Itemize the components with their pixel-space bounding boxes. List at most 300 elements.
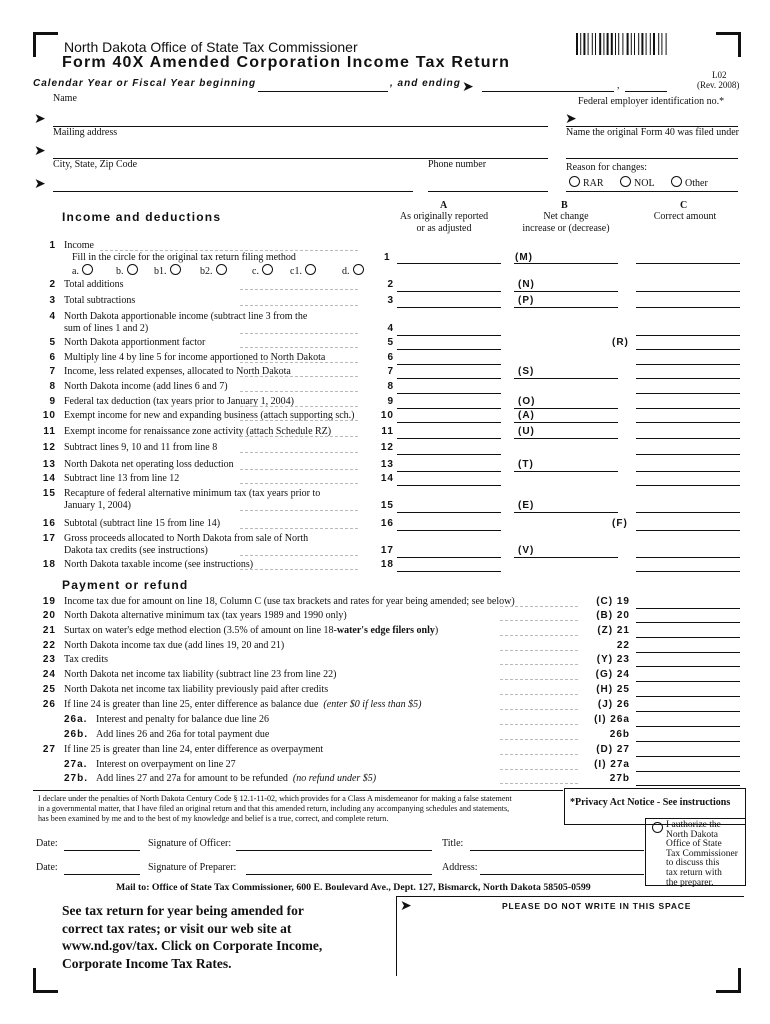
mailing-address-label: Mailing address	[53, 127, 118, 138]
col-a-field[interactable]	[397, 408, 501, 409]
line-number: 18	[42, 559, 56, 570]
line-number: 22	[42, 640, 56, 651]
barcode-bar	[615, 33, 616, 55]
col-b-field[interactable]	[514, 378, 618, 379]
barcode-bar	[634, 33, 635, 55]
leader-dots	[240, 469, 358, 470]
declaration-line: I declare under the penalties of North Dakota Century Code § 12.1-11-02, which provides for a Class A misdemeanor for making a false statement	[38, 794, 512, 803]
leader-dots	[240, 510, 358, 511]
agency-name: North Dakota Office of State Tax Commissioner	[64, 39, 358, 55]
line-label	[64, 684, 328, 695]
col-a-field[interactable]	[397, 530, 501, 531]
line-label	[64, 610, 347, 621]
address-label: Address:	[442, 862, 478, 873]
column-a-line-number: 16	[380, 518, 394, 529]
line1-col-a-field[interactable]	[397, 263, 501, 264]
line-number: 19	[42, 596, 56, 607]
col-c-field[interactable]	[636, 771, 740, 772]
line-number: 10	[42, 410, 56, 421]
radio-circle-icon[interactable]	[82, 264, 93, 275]
phone-label: Phone number	[428, 159, 487, 170]
authorize-line: to discuss this	[666, 858, 720, 869]
col-a-field[interactable]	[397, 571, 501, 572]
column-code: (A)	[518, 410, 535, 421]
radio-circle-icon[interactable]	[170, 264, 181, 275]
line-label-text: Interest and penalty for balance due line 26	[96, 714, 269, 725]
column-a-line-number: 10	[380, 410, 394, 421]
sub-line-number: 26a.	[64, 714, 88, 725]
corner-mark-bottom-left	[33, 968, 58, 993]
reason-option-other[interactable]	[668, 176, 708, 189]
col-c-field[interactable]	[636, 378, 740, 379]
authorize-line: tax return with	[666, 867, 722, 878]
leader-dots	[240, 391, 358, 392]
option-a[interactable]	[72, 264, 93, 277]
col-c-field[interactable]	[636, 557, 740, 558]
line-number: 14	[42, 473, 56, 484]
section-payment-title: Payment or refund	[62, 578, 189, 592]
preparer-signature-field[interactable]	[246, 874, 432, 875]
line-label-italic: (enter $0 if less than $5)	[323, 699, 422, 710]
mail-to: Mail to: Office of State Tax Commissioner, 600 E. Boulevard Ave., Dept. 127, Bismarck, North Dakota 58505-0599	[116, 882, 591, 893]
reason-nol-label: NOL	[634, 178, 655, 189]
original-name-field[interactable]	[566, 158, 738, 159]
privacy-notice: *Privacy Act Notice - See instructions	[570, 797, 731, 808]
filing-method-options	[72, 264, 372, 278]
column-code: (U)	[518, 426, 535, 437]
line-label-text: Surtax on water's edge method election (3.5% of amount on line 18-	[64, 625, 337, 636]
col-a-field[interactable]	[397, 291, 501, 292]
column-a-line-number: 1	[384, 252, 391, 263]
barcode-bar	[653, 33, 655, 55]
leader-dots	[240, 347, 358, 348]
line1-col-c-field[interactable]	[636, 263, 740, 264]
col-c-field[interactable]	[636, 696, 740, 697]
line-number: 11	[43, 426, 56, 437]
col-a-field[interactable]	[397, 364, 501, 365]
line-number: 9	[49, 396, 56, 407]
office-use-box-left	[396, 896, 397, 976]
line-label: Total additions	[64, 279, 124, 290]
leader-dots	[100, 250, 358, 251]
tax-rate-line: See tax return for year being amended for	[62, 903, 304, 918]
option-c[interactable]	[252, 264, 273, 277]
line-label: Subtract lines 9, 10 and 11 from line 8	[64, 442, 218, 453]
line-number: 20	[42, 610, 56, 621]
column-a-line-number: 8	[387, 381, 394, 392]
corner-mark-top-left	[33, 32, 58, 57]
option-b[interactable]	[116, 264, 138, 277]
col-c-field[interactable]	[636, 349, 740, 350]
payment-code: (Z) 21	[597, 625, 630, 636]
column-a-line-number: 17	[380, 545, 394, 556]
barcode-bar	[631, 33, 632, 55]
line-label-italic: (no refund under $5)	[292, 773, 377, 784]
column-code: (P)	[518, 295, 535, 306]
column-code: (E)	[518, 500, 535, 511]
col-c-field[interactable]	[636, 485, 740, 486]
col-a-field[interactable]	[397, 422, 501, 423]
col-a-field[interactable]	[397, 557, 501, 558]
column-a-line-number: 18	[380, 559, 394, 570]
column-b-desc	[502, 211, 630, 235]
col-c-field[interactable]	[636, 408, 740, 409]
option-d[interactable]	[342, 264, 364, 277]
col-b-field[interactable]	[514, 512, 618, 513]
reason-underline	[566, 191, 738, 192]
option-c1[interactable]	[290, 264, 316, 277]
col-c-field[interactable]	[636, 571, 740, 572]
leader-dots	[240, 362, 358, 363]
barcode-bar	[592, 33, 593, 55]
col-c-field[interactable]	[636, 454, 740, 455]
col-c-field[interactable]	[636, 335, 740, 336]
line-number: 7	[49, 366, 56, 377]
reason-option-rar[interactable]	[566, 176, 604, 189]
line-number: 24	[42, 669, 56, 680]
col-c-field[interactable]	[636, 681, 740, 682]
col-b-field[interactable]	[514, 307, 618, 308]
fein-label: Federal employer identification no.*	[578, 96, 725, 107]
col-c-field[interactable]	[636, 364, 740, 365]
column-b-line1: Net change	[543, 211, 589, 222]
column-a-letter: A	[440, 200, 448, 211]
leader-dots	[240, 555, 358, 556]
radio-circle-icon[interactable]	[353, 264, 364, 275]
col-c-field[interactable]	[636, 307, 740, 308]
radio-circle-icon[interactable]	[127, 264, 138, 275]
barcode-bar	[666, 33, 667, 55]
line-number: 12	[42, 442, 56, 453]
authorize-line: I authorize the	[666, 820, 721, 830]
line-number: 15	[42, 488, 56, 499]
sub-line-number: 26b.	[64, 729, 89, 740]
col-a-field[interactable]	[397, 335, 501, 336]
col-c-field[interactable]	[636, 741, 740, 742]
tax-rate-line: correct tax rates; or visit our web site at	[62, 920, 292, 936]
line1-sub-label: Fill in the circle for the original tax return filing method	[72, 252, 296, 263]
line-label: Recapture of federal alternative minimum tax (tax years prior to	[64, 488, 321, 499]
radio-circle-icon[interactable]	[216, 264, 227, 275]
col-c-field[interactable]	[636, 393, 740, 394]
col-b-field[interactable]	[514, 291, 618, 292]
line-label: North Dakota net operating loss deduction	[64, 459, 234, 470]
col-c-field[interactable]	[636, 422, 740, 423]
col-c-field[interactable]	[636, 608, 740, 609]
reason-option-nol[interactable]	[617, 176, 655, 189]
column-b-letter: B	[561, 200, 568, 211]
payment-code: (Y) 23	[596, 654, 630, 665]
reason-label: Reason for changes:	[566, 162, 648, 173]
col-a-field[interactable]	[397, 378, 501, 379]
line1-col-b-field[interactable]	[514, 263, 618, 264]
payment-code: (G) 24	[595, 669, 630, 680]
column-b-line2: increase or (decrease)	[522, 223, 610, 234]
name-field[interactable]	[53, 126, 548, 127]
officer-date-field[interactable]	[64, 850, 140, 851]
tax-rate-note	[62, 902, 322, 972]
column-code: (R)	[612, 337, 629, 348]
corner-mark-top-right	[716, 32, 741, 57]
column-a-line-number: 7	[387, 366, 394, 377]
radio-circle-icon[interactable]	[262, 264, 273, 275]
col-c-field[interactable]	[636, 637, 740, 638]
line-label-text: If line 24 is greater than line 25, enter difference as balance due	[64, 699, 319, 710]
col-a-field[interactable]	[397, 438, 501, 439]
barcode-bar	[599, 33, 601, 55]
col-b-field[interactable]	[514, 438, 618, 439]
barcode-bar	[622, 33, 623, 55]
authorize-text	[666, 821, 738, 888]
col-c-field[interactable]	[636, 530, 740, 531]
line-number: 8	[49, 381, 56, 392]
line-label	[64, 596, 515, 607]
arrow-icon: ➤	[34, 111, 46, 127]
col-b-field[interactable]	[514, 471, 618, 472]
calendar-year-label: Calendar Year or Fiscal Year beginning	[33, 78, 257, 89]
option-label: b.	[116, 266, 124, 277]
radio-circle-icon[interactable]	[305, 264, 316, 275]
col-c-field[interactable]	[636, 785, 740, 786]
column-a-line-number: 6	[387, 352, 394, 363]
authorize-line: Tax Commissioner	[666, 848, 738, 859]
leader-dots	[240, 452, 358, 453]
col-c-field[interactable]	[636, 756, 740, 757]
barcode-bar	[658, 33, 659, 55]
barcode-bar	[638, 33, 639, 55]
preparer-date-label: Date:	[36, 862, 58, 873]
phone-field[interactable]	[428, 191, 548, 192]
radio-circle-icon[interactable]	[671, 176, 682, 187]
option-label: c1.	[290, 266, 302, 277]
barcode-bar	[627, 33, 629, 55]
column-code: (O)	[518, 396, 536, 407]
form-code: L02	[712, 70, 727, 80]
leader-dots	[240, 305, 358, 306]
leader-dots	[240, 528, 358, 529]
city-state-zip-label: City, State, Zip Code	[53, 159, 138, 170]
line-number: 27	[42, 744, 56, 755]
line-number: 5	[49, 337, 56, 348]
column-a-desc	[382, 211, 506, 235]
authorize-line: the preparer.	[666, 877, 714, 888]
col-c-field[interactable]	[636, 512, 740, 513]
line-number: 6	[49, 352, 56, 363]
line-label-text: Income tax due for amount on line 18, Column C (use tax brackets and rates for year being amended; see below)	[64, 596, 515, 607]
option-label: b2.	[200, 266, 213, 277]
col-a-field[interactable]	[397, 307, 501, 308]
line-label	[96, 759, 236, 770]
arrow-icon: ➤	[565, 111, 577, 127]
barcode-bar	[607, 33, 609, 55]
form-revision: (Rev. 2008)	[697, 80, 740, 90]
line-label: Multiply line 4 by line 5 for income apportioned to North Dakota	[64, 352, 326, 363]
column-a-line-number: 4	[387, 323, 394, 334]
fiscal-begin-field[interactable]	[258, 91, 388, 92]
option-label: a.	[72, 266, 79, 277]
col-b-field[interactable]	[514, 408, 618, 409]
line-number: 2	[49, 279, 56, 290]
column-b-code: (M)	[515, 252, 533, 263]
line-number: 23	[42, 654, 56, 665]
leader-dots	[240, 333, 358, 334]
arrow-icon: ➤	[34, 143, 46, 159]
line-number: 4	[49, 311, 56, 322]
line-label-text: North Dakota net income tax liability previously paid after credits	[64, 684, 329, 695]
barcode-bar	[595, 33, 596, 55]
declaration-text	[38, 794, 562, 824]
radio-circle-icon[interactable]	[569, 176, 580, 187]
payment-code: (I) 26a	[594, 714, 630, 725]
barcode-bar	[641, 33, 643, 55]
line-label-cont: January 1, 2004)	[64, 500, 131, 511]
col-a-field[interactable]	[397, 471, 501, 472]
comma: ,	[617, 80, 620, 91]
line-label: Gross proceeds allocated to North Dakota from sale of North	[64, 533, 309, 544]
line-label: North Dakota income (add lines 6 and 7)	[64, 381, 228, 392]
reason-other-label: Other	[685, 178, 708, 189]
line-label-bold: water's edge filers only	[336, 625, 435, 636]
barcode-bar	[646, 33, 647, 55]
line-label	[96, 773, 376, 784]
line-label	[64, 744, 323, 755]
col-c-field[interactable]	[636, 652, 740, 653]
column-code: (N)	[518, 279, 535, 290]
barcode-bar	[576, 33, 578, 55]
barcode-bar	[603, 33, 604, 55]
arrow-icon: ➤	[400, 898, 412, 914]
line-number: 13	[42, 459, 56, 470]
barcode	[576, 33, 694, 55]
barcode-bar	[661, 33, 662, 55]
sub-line-number: 27b.	[64, 773, 89, 784]
line-label: North Dakota apportionable income (subtract line 3 from the	[64, 311, 308, 322]
col-c-field[interactable]	[636, 666, 740, 667]
line-number: 16	[42, 518, 56, 529]
preparer-address-field[interactable]	[480, 874, 644, 875]
title-field[interactable]	[470, 850, 644, 851]
payment-code: (I) 27a	[594, 759, 630, 770]
line-label-end: )	[434, 625, 439, 636]
payment-code: 26b	[609, 729, 630, 740]
col-b-field[interactable]	[514, 422, 618, 423]
payment-code: (B) 20	[596, 610, 630, 621]
option-b1[interactable]	[154, 264, 181, 277]
leader-dots	[240, 483, 358, 484]
col-a-field[interactable]	[397, 349, 501, 350]
col-c-field[interactable]	[636, 438, 740, 439]
line-label	[96, 729, 269, 740]
authorize-line: North Dakota	[666, 829, 718, 840]
column-code: (T)	[518, 459, 534, 470]
barcode-bar	[618, 33, 619, 55]
authorize-checkbox[interactable]	[652, 822, 663, 833]
line-number: 21	[42, 625, 56, 636]
reason-rar-label: RAR	[583, 178, 604, 189]
city-state-zip-field[interactable]	[53, 191, 413, 192]
line-label: Total subtractions	[64, 295, 136, 306]
tax-rate-line: www.nd.gov/tax. Click on Corporate Income,	[62, 938, 323, 953]
col-b-field[interactable]	[514, 557, 618, 558]
column-code: (V)	[518, 545, 535, 556]
office-use-box-top	[396, 896, 744, 897]
col-c-field[interactable]	[636, 471, 740, 472]
declaration-line: in a governmental matter, that I have filed an original return and that this amended return, including any accompanying schedules and statements,	[38, 804, 510, 813]
leader-dots	[240, 569, 358, 570]
title-label: Title:	[442, 838, 464, 849]
divider	[33, 790, 563, 791]
line-label-text: Tax credits	[64, 654, 109, 665]
line-label: Exempt income for renaissance zone activity (attach Schedule RZ)	[64, 426, 332, 437]
do-not-write-label: PLEASE DO NOT WRITE IN THIS SPACE	[502, 901, 692, 911]
col-a-field[interactable]	[397, 393, 501, 394]
leader-dots	[240, 376, 358, 377]
leader-dots	[240, 406, 358, 407]
barcode-bar	[588, 33, 589, 55]
line-number: 26	[42, 699, 56, 710]
corner-mark-bottom-right	[716, 968, 741, 993]
payment-code: (H) 25	[596, 684, 630, 695]
line-number: 25	[42, 684, 56, 695]
arrow-icon: ➤	[34, 176, 46, 192]
fiscal-end-year-field[interactable]	[625, 91, 667, 92]
option-b2[interactable]	[200, 264, 227, 277]
fiscal-end-field[interactable]	[482, 91, 614, 92]
payment-code: 27b	[609, 773, 630, 784]
column-a-line-number: 2	[387, 279, 394, 290]
radio-circle-icon[interactable]	[620, 176, 631, 187]
tax-rate-line: Corporate Income Tax Rates.	[62, 955, 232, 971]
col-a-field[interactable]	[397, 454, 501, 455]
line-label-text: Interest on overpayment on line 27	[96, 759, 236, 770]
line-label	[64, 654, 108, 665]
line-label: North Dakota taxable income (see instructions)	[64, 559, 254, 570]
line-label	[64, 699, 421, 710]
line-label: Income, less related expenses, allocated to North Dakota	[64, 366, 291, 377]
preparer-date-field[interactable]	[64, 874, 140, 875]
name-label: Name	[53, 93, 77, 104]
line-label: North Dakota apportionment factor	[64, 337, 206, 348]
column-a-line1: As originally reported	[399, 211, 489, 222]
preparer-signature-label: Signature of Preparer:	[148, 862, 237, 873]
line-label: Exempt income for new and expanding business (attach supporting sch.)	[64, 410, 355, 421]
sub-line-number: 27a.	[64, 759, 88, 770]
column-a-line-number: 14	[380, 473, 394, 484]
col-c-field[interactable]	[636, 291, 740, 292]
officer-signature-field[interactable]	[236, 850, 432, 851]
payment-code: (J) 26	[597, 699, 630, 710]
line-label-text: North Dakota income tax due (add lines 19, 20 and 21)	[64, 640, 285, 651]
column-a-line-number: 12	[380, 442, 394, 453]
column-a-line-number: 15	[380, 500, 394, 511]
col-c-field[interactable]	[636, 726, 740, 727]
line-label	[64, 669, 336, 680]
line-label-cont: sum of lines 1 and 2)	[64, 323, 149, 334]
barcode-bar	[611, 33, 613, 55]
column-a-line-number: 13	[380, 459, 394, 470]
col-c-field[interactable]	[636, 711, 740, 712]
col-a-field[interactable]	[397, 485, 501, 486]
column-a-line-number: 5	[387, 337, 394, 348]
line-label-text: Add lines 27 and 27a for amount to be refunded	[96, 773, 288, 784]
col-a-field[interactable]	[397, 512, 501, 513]
line-label	[64, 625, 438, 636]
line-label: Federal tax deduction (tax years prior to January 1, 2004)	[64, 396, 294, 407]
ending-label: , and ending	[390, 78, 461, 89]
payment-code: 22	[616, 640, 630, 651]
line-label-text: If line 25 is greater than line 24, enter difference as overpayment	[64, 744, 324, 755]
col-c-field[interactable]	[636, 622, 740, 623]
